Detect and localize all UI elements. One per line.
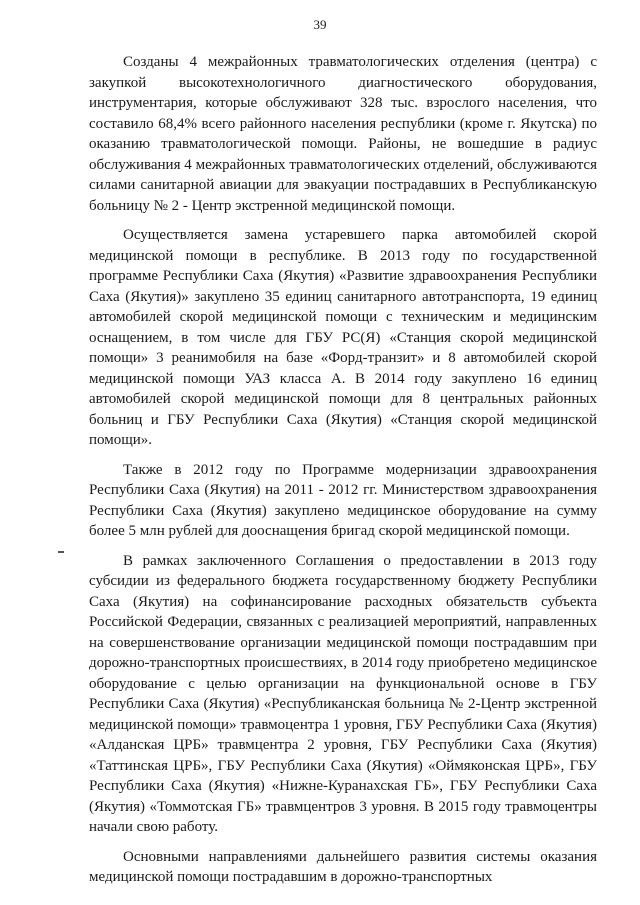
paragraph-trauma-centers: Созданы 4 межрайонных травматологических отделения (центра) с закупкой высокотехнологичного диагностического оборудования, инструментария, которые обслуживают 328 тыс. взрослого населения, что составило 68,4% всего районного населения республики (кроме г. Якутска) по оказанию травматологической помощи. Районы, не вошедшие в радиус обслуживания 4 межрайонных травматологических отделений, обслуживаются силами санитарной авиации для эвакуации пострадавших в Республиканскую больницу № 2 - Центр экстренной медицинской помощи. — [89, 54, 597, 214]
paragraph-federal-subsidy: В рамках заключенного Соглашения о предоставлении в 2013 году субсидии из федерального бюджета государственному бюджету Республики Саха (Якутия) на софинансирование расходных обязательств субъекта Российской Федерации, связанных с реализацией мероприятий, направленных на совершенствование организации медицинской помощи пострадавшим при дорожно-транспортных происшествиях, в 2014 году приобретено медицинское оборудование с целью организации на функциональной основе в ГБУ Республики Саха (Якутия) «Республиканская больница № 2-Центр экстренной медицинской помощи» травмоцентра 1 уровня, ГБУ Республики Саха (Якутия) «Алданская ЦРБ» травмцентра 2 уровня, ГБУ Республики Саха (Якутия) «Таттинская ЦРБ», ГБУ Республики Саха (Якутия) «Оймяконская ЦРБ», ГБУ Республики Саха (Якутия) «Нижне-Куранахская ГБ», ГБУ Республики Саха (Якутия) «Томмотская ГБ» травмцентров 3 уровня. В 2015 году травмоцентры начали свою работу. — [89, 552, 597, 835]
document-body — [89, 52, 597, 897]
paragraph-ambulance-fleet: Осуществляется замена устаревшего парка автомобилей скорой медицинской помощи в республике. В 2013 году по государственной программе Республики Саха (Якутия) «Развитие здравоохранения Республики Саха (Якутия)» закуплено 35 единиц санитарного автотранспорта, 19 единиц автомобилей скорой медицинской помощи с техническим и медицинским оснащением, в том числе для ГБУ РС(Я) «Станция скорой медицинской помощи» 3 реанимобиля на базе «Форд-транзит» и 8 автомобилей скорой медицинской помощи УАЗ класса А. В 2014 году закуплено 16 единиц автомобилей скорой медицинской помощи для 8 центральных районных больниц и ГБУ Республики Саха (Якутия) «Станция скорой медицинской помощи». — [89, 227, 597, 448]
margin-mark — [58, 551, 64, 553]
page-number: 39 — [313, 17, 327, 32]
paragraph-modernization-program: Также в 2012 году по Программе модернизации здравоохранения Республики Саха (Якутия) на 2011 - 2012 гг. Министерством здравоохранения Республики Саха (Якутия) закуплено медицинское оборудование на сумму более 5 млн рублей для дооснащения бригад скорой медицинской помощи. — [89, 461, 597, 539]
paragraph-development-directions: Основными направлениями дальнейшего развития системы оказания медицинской помощи пострадавшим в дорожно-транспортных — [89, 848, 597, 885]
